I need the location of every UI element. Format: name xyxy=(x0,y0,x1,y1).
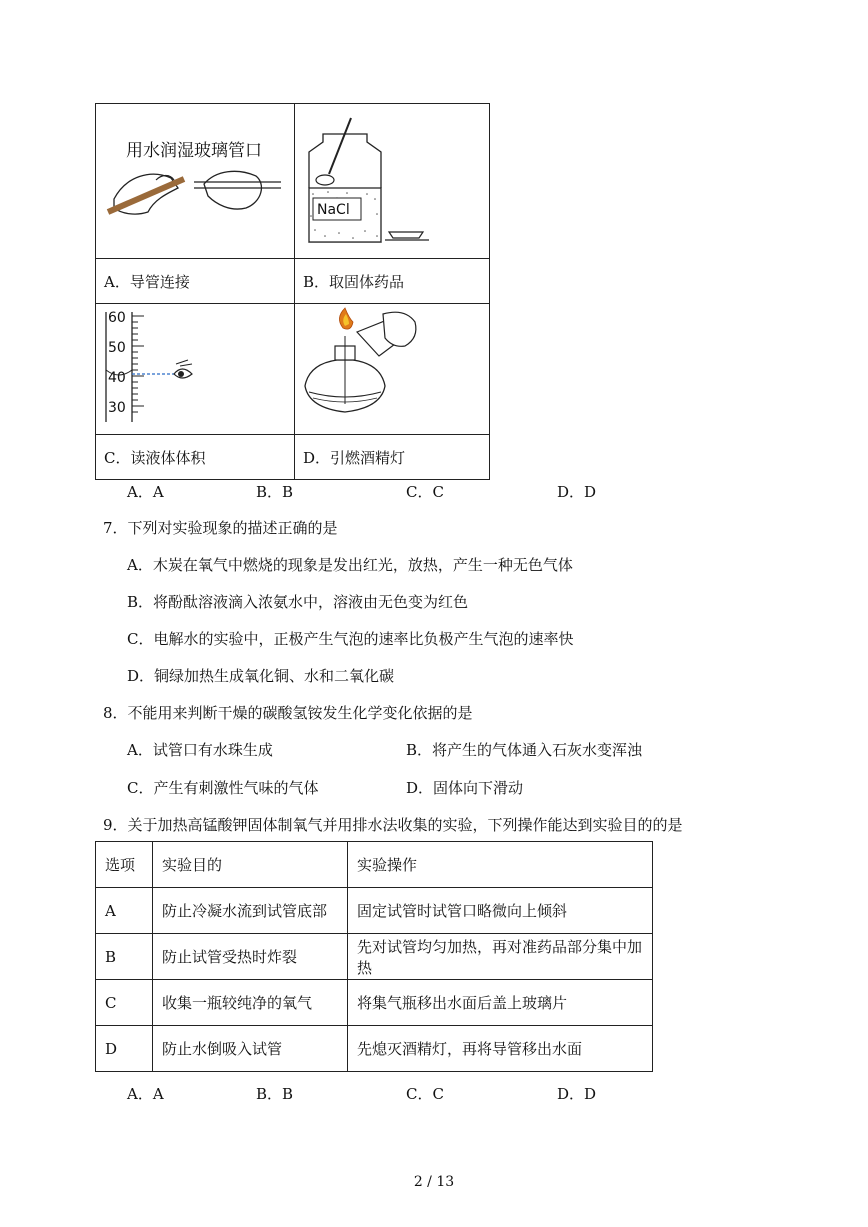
q6-caption-d: D．引燃酒精灯 xyxy=(295,435,490,480)
q9-row-b-purpose: 防止试管受热时炸裂 xyxy=(153,934,348,980)
q9-row-c-option: C xyxy=(96,980,153,1026)
q9-row-d-purpose: 防止水倒吸入试管 xyxy=(153,1026,348,1072)
table-row xyxy=(96,980,653,1026)
q6-image-b xyxy=(295,104,490,259)
alcohol-lamp-illustration xyxy=(295,304,489,430)
q8-option-a[interactable]: A．试管口有水珠生成 xyxy=(127,741,273,759)
table-row xyxy=(96,1026,653,1072)
q6-image-d xyxy=(295,304,490,435)
q7-option-a[interactable]: A．木炭在氧气中燃烧的现象是发出红光，放热，产生一种无色气体 xyxy=(127,556,573,574)
q9-row-a-option: A xyxy=(96,888,153,934)
q9-table-header-row xyxy=(96,842,653,888)
q9-option-b[interactable]: B．B xyxy=(256,1085,294,1103)
reagent-bottle-illustration xyxy=(295,104,489,254)
q6-option-table xyxy=(95,103,490,480)
q9-option-d[interactable]: D．D xyxy=(557,1085,597,1103)
q7-option-c[interactable]: C．电解水的实验中，正极产生气泡的速率比负极产生气泡的速率快 xyxy=(127,630,574,648)
q6-option-a[interactable]: A．A xyxy=(127,483,164,501)
q6-option-c[interactable]: C．C xyxy=(406,483,444,501)
q6-option-d[interactable]: D．D xyxy=(557,483,597,501)
graduated-cylinder-illustration xyxy=(96,304,294,430)
page-number: 2 / 13 xyxy=(413,1174,455,1190)
q7-stem: 7．下列对实验现象的描述正确的是 xyxy=(103,519,338,537)
scale-label-50: 50 xyxy=(108,340,126,356)
q8-option-c[interactable]: C．产生有刺激性气味的气体 xyxy=(127,779,319,797)
q9-options-table xyxy=(95,841,653,1072)
q6-image-a-text: 用水润湿玻璃管口 xyxy=(126,141,262,161)
q9-header-operation: 实验操作 xyxy=(348,842,653,888)
q9-stem: 9．关于加热高锰酸钾固体制氧气并用排水法收集的实验，下列操作能达到实验目的的是 xyxy=(103,816,683,834)
scale-label-30: 30 xyxy=(108,400,126,416)
q6-caption-a: A．导管连接 xyxy=(96,259,295,304)
q9-header-option: 选项 xyxy=(96,842,153,888)
q6-caption-c: C．读液体体积 xyxy=(96,435,295,480)
q7-option-b[interactable]: B．将酚酞溶液滴入浓氨水中，溶液由无色变为红色 xyxy=(127,593,469,611)
scale-label-60: 60 xyxy=(108,310,126,326)
q9-row-c-operation: 将集气瓶移出水面后盖上玻璃片 xyxy=(348,980,653,1026)
eye-icon xyxy=(174,360,192,378)
q8-stem: 8．不能用来判断干燥的碳酸氢铵发生化学变化依据的是 xyxy=(103,704,473,722)
q6-caption-b: B．取固体药品 xyxy=(295,259,490,304)
q9-row-d-operation: 先熄灭酒精灯，再将导管移出水面 xyxy=(348,1026,653,1072)
q9-row-c-purpose: 收集一瓶较纯净的氧气 xyxy=(153,980,348,1026)
table-row xyxy=(96,934,653,980)
q9-row-b-operation: 先对试管均匀加热，再对准药品部分集中加热 xyxy=(348,934,653,980)
scale-label-40: 40 xyxy=(108,370,126,386)
table-row xyxy=(96,888,653,934)
q9-row-a-operation: 固定试管时试管口略微向上倾斜 xyxy=(348,888,653,934)
q9-header-purpose: 实验目的 xyxy=(153,842,348,888)
tube-connection-illustration xyxy=(96,104,294,254)
q9-row-d-option: D xyxy=(96,1026,153,1072)
q9-row-b-option: B xyxy=(96,934,153,980)
q6-image-c xyxy=(96,304,295,435)
q9-option-c[interactable]: C．C xyxy=(406,1085,444,1103)
q9-option-a[interactable]: A．A xyxy=(127,1085,164,1103)
q7-option-d[interactable]: D．铜绿加热生成氧化铜、水和二氧化碳 xyxy=(127,667,395,685)
nacl-label: NaCl xyxy=(317,202,350,218)
q6-option-b[interactable]: B．B xyxy=(256,483,294,501)
q6-image-a xyxy=(96,104,295,259)
q9-row-a-purpose: 防止冷凝水流到试管底部 xyxy=(153,888,348,934)
q8-option-d[interactable]: D．固体向下滑动 xyxy=(406,779,524,797)
q8-option-b[interactable]: B．将产生的气体通入石灰水变浑浊 xyxy=(406,741,643,759)
